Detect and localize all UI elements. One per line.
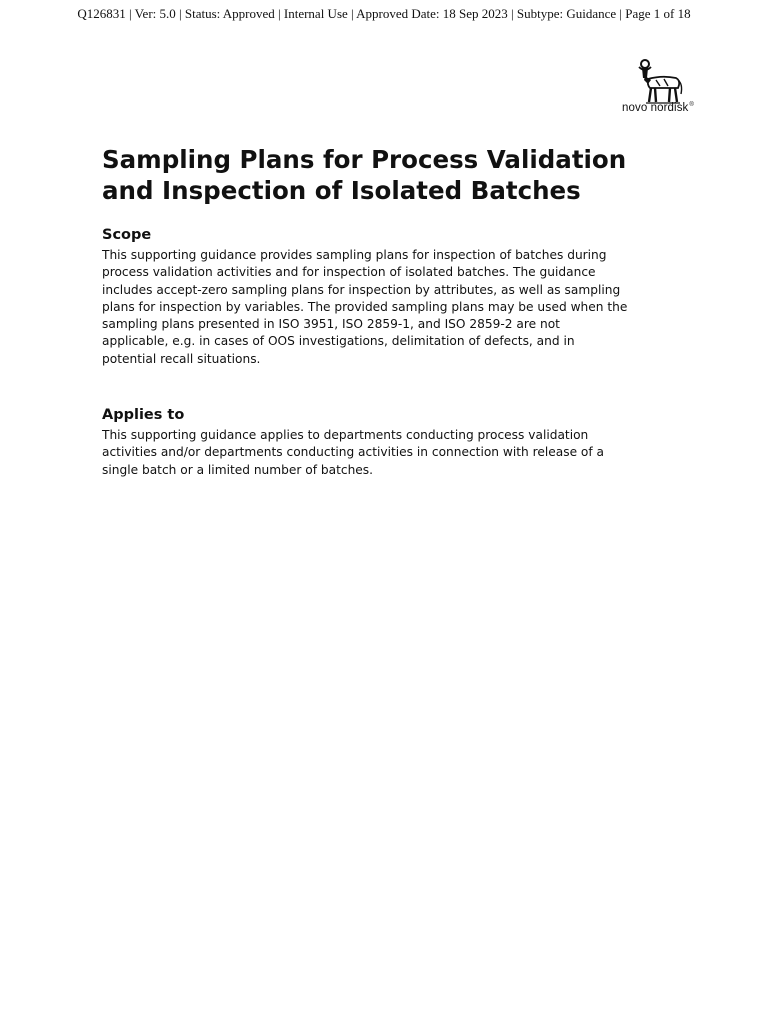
title-line: Sampling Plans for Process Validation — [102, 145, 627, 174]
scope-heading: Scope — [102, 227, 152, 243]
scope-line: potential recall situations. — [102, 351, 261, 366]
applies-to-line: single batch or a limited number of batches. — [102, 462, 374, 477]
document-body — [102, 144, 682, 479]
scope-paragraph — [102, 247, 682, 368]
applies-to-line: This supporting guidance applies to departments conducting process validation — [102, 428, 589, 443]
scope-line: includes accept-zero sampling plans for inspection by attributes, as well as sampling — [102, 282, 621, 297]
applies-to-paragraph — [102, 427, 682, 479]
scope-line: sampling plans presented in ISO 3951, ISO 2859-1, and ISO 2859-2 are not — [102, 317, 560, 332]
scope-line: This supporting guidance provides sampling plans for inspection of batches during — [102, 248, 607, 262]
document-header-info: Q126831 | Ver: 5.0 | Status: Approved | Internal Use | Approved Date: 18 Sep 2023 | Subtype: Guidance | Page 1 of 18 — [77, 6, 691, 21]
logo-wordmark: novo nordisk® — [622, 102, 694, 114]
apis-bull-logo-icon — [636, 58, 688, 104]
document-title — [102, 144, 682, 206]
scope-line: process validation activities and for inspection of isolated batches. The guidance — [102, 265, 596, 280]
scope-line: plans for inspection by variables. The provided sampling plans may be used when the — [102, 299, 628, 314]
title-line: and Inspection of Isolated Batches — [102, 176, 581, 205]
applies-to-heading: Applies to — [102, 407, 185, 424]
applies-to-line: activities and/or departments conducting activities in connection with release of a — [102, 445, 605, 460]
scope-line: applicable, e.g. in cases of OOS investigations, delimitation of defects, and in — [102, 334, 575, 349]
company-logo — [620, 58, 710, 120]
